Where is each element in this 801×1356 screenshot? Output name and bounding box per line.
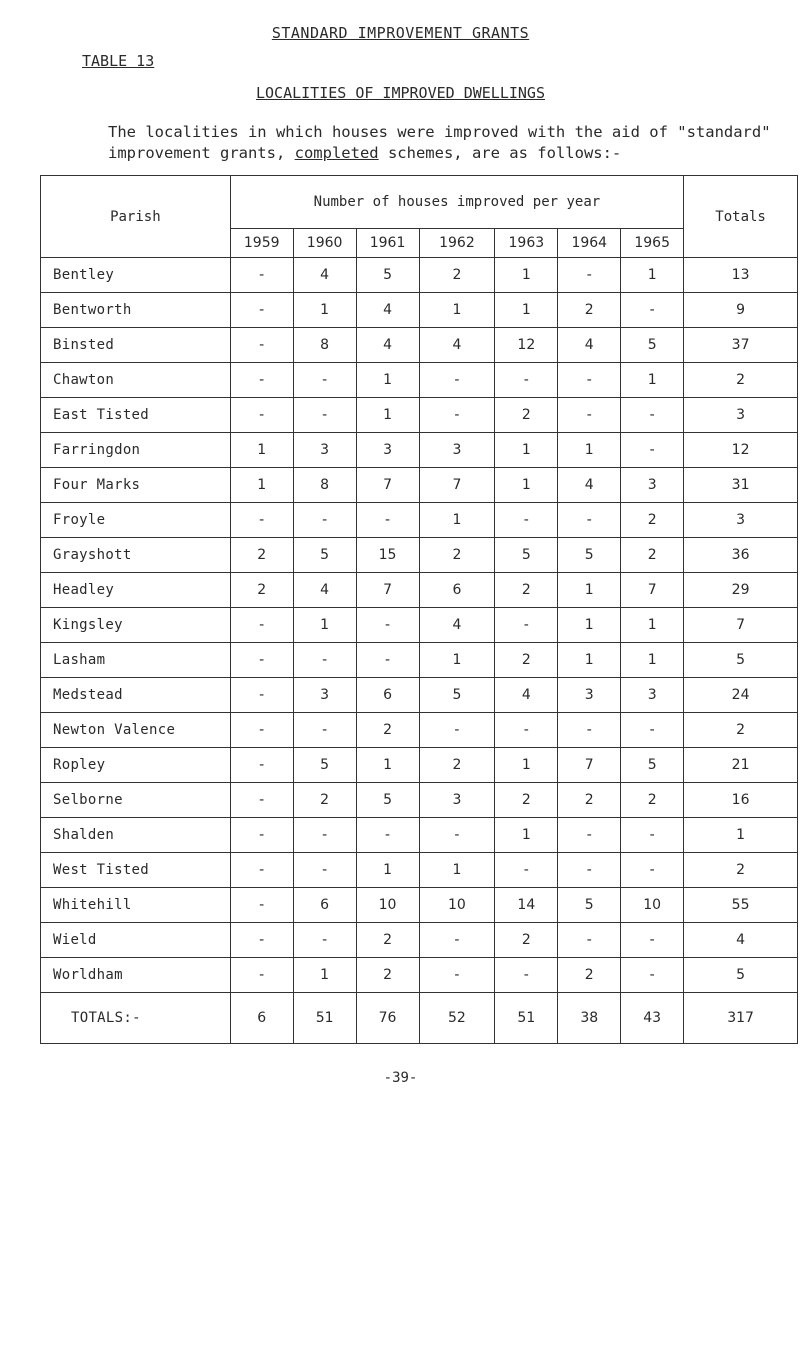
parish-name-cell: Newton Valence [41,713,231,748]
year-value-cell: 4 [495,678,558,713]
year-value-cell: - [558,363,621,398]
row-total-cell: 12 [684,433,798,468]
parish-name-cell: West Tisted [41,853,231,888]
table-row [41,923,798,958]
table-row [41,958,798,993]
year-value-cell: 4 [293,573,356,608]
year-value-cell: 4 [419,328,495,363]
year-total-cell: 76 [356,993,419,1044]
year-total-cell: 51 [293,993,356,1044]
row-total-cell: 36 [684,538,798,573]
year-value-cell: 2 [293,783,356,818]
table-row [41,293,798,328]
row-total-cell: 7 [684,608,798,643]
parish-name-cell: East Tisted [41,398,231,433]
year-value-cell: 5 [419,678,495,713]
year-value-cell: - [230,363,293,398]
year-header: 1961 [356,229,419,258]
year-value-cell: - [356,818,419,853]
table-row [41,468,798,503]
year-value-cell: 10 [419,888,495,923]
year-value-cell: 4 [558,328,621,363]
table-row [41,678,798,713]
year-value-cell: 1 [230,433,293,468]
year-value-cell: 7 [356,468,419,503]
year-value-cell: - [495,608,558,643]
year-value-cell: 2 [230,538,293,573]
year-value-cell: 2 [621,538,684,573]
row-total-cell: 24 [684,678,798,713]
year-value-cell: 3 [621,678,684,713]
year-value-cell: 1 [495,293,558,328]
table-row [41,783,798,818]
year-value-cell: - [558,923,621,958]
year-value-cell: 2 [419,748,495,783]
year-value-cell: - [558,258,621,293]
year-value-cell: - [293,853,356,888]
year-value-cell: 12 [495,328,558,363]
year-header: 1962 [419,229,495,258]
year-value-cell: - [293,818,356,853]
row-total-cell: 29 [684,573,798,608]
year-value-cell: - [419,923,495,958]
year-value-cell: 2 [621,783,684,818]
row-total-cell: 21 [684,748,798,783]
year-value-cell: 1 [293,958,356,993]
intro-text-part1: The localities in which houses were improved with the aid of "standard" improvement grants, [108,123,771,162]
parish-name-cell: Froyle [41,503,231,538]
year-value-cell: 1 [356,398,419,433]
year-value-cell: - [230,853,293,888]
header-parish: Parish [41,176,231,258]
year-value-cell: - [230,713,293,748]
year-value-cell: - [230,678,293,713]
year-value-cell: 1 [293,293,356,328]
year-value-cell: - [621,958,684,993]
row-total-cell: 13 [684,258,798,293]
year-value-cell: 1 [419,853,495,888]
table-row [41,363,798,398]
year-value-cell: 1 [621,363,684,398]
year-value-cell: - [419,398,495,433]
year-value-cell: 2 [558,293,621,328]
year-value-cell: 2 [558,783,621,818]
year-value-cell: 1 [495,433,558,468]
year-value-cell: - [230,398,293,433]
year-value-cell: 6 [356,678,419,713]
year-value-cell: - [230,643,293,678]
table-row [41,503,798,538]
grand-total-cell: 317 [684,993,798,1044]
parish-name-cell: Bentley [41,258,231,293]
parish-name-cell: Bentworth [41,293,231,328]
parish-name-cell: Four Marks [41,468,231,503]
year-value-cell: 8 [293,468,356,503]
year-value-cell: - [558,853,621,888]
parish-name-cell: Chawton [41,363,231,398]
year-value-cell: 5 [356,783,419,818]
year-value-cell: 5 [621,328,684,363]
year-value-cell: 2 [495,398,558,433]
table-row [41,853,798,888]
year-value-cell: 1 [558,433,621,468]
table-row [41,398,798,433]
table-body [41,258,798,1044]
year-value-cell: 3 [621,468,684,503]
intro-text-part2: schemes, are as follows:- [378,144,622,162]
year-value-cell: - [356,643,419,678]
year-value-cell: 2 [558,958,621,993]
year-value-cell: 1 [356,853,419,888]
year-value-cell: - [419,363,495,398]
year-value-cell: 3 [419,783,495,818]
year-value-cell: - [230,888,293,923]
table-row [41,573,798,608]
row-total-cell: 1 [684,818,798,853]
year-value-cell: - [495,503,558,538]
year-value-cell: - [230,503,293,538]
year-value-cell: 4 [293,258,356,293]
year-value-cell: 2 [356,713,419,748]
year-value-cell: - [356,503,419,538]
year-value-cell: - [356,608,419,643]
year-value-cell: 2 [356,923,419,958]
page-number: -39- [383,1070,418,1086]
year-value-cell: - [293,363,356,398]
year-value-cell: 3 [558,678,621,713]
year-value-cell: 2 [495,643,558,678]
year-value-cell: - [230,783,293,818]
year-value-cell: 1 [419,643,495,678]
year-total-cell: 52 [419,993,495,1044]
parish-name-cell: Grayshott [41,538,231,573]
year-value-cell: 10 [356,888,419,923]
year-value-cell: 1 [419,293,495,328]
year-value-cell: - [293,503,356,538]
page-title: STANDARD IMPROVEMENT GRANTS [271,24,530,42]
year-value-cell: 3 [419,433,495,468]
year-value-cell: 2 [495,573,558,608]
table-row [41,643,798,678]
year-value-cell: 3 [293,433,356,468]
row-total-cell: 37 [684,328,798,363]
year-value-cell: 7 [356,573,419,608]
year-value-cell: - [230,293,293,328]
year-value-cell: 1 [356,748,419,783]
year-value-cell: 1 [495,748,558,783]
year-value-cell: - [230,258,293,293]
year-value-cell: - [230,608,293,643]
year-value-cell: - [495,958,558,993]
year-total-cell: 6 [230,993,293,1044]
row-total-cell: 9 [684,293,798,328]
year-total-cell: 51 [495,993,558,1044]
parish-name-cell: Farringdon [41,433,231,468]
year-value-cell: 4 [356,328,419,363]
year-value-cell: 7 [621,573,684,608]
parish-name-cell: Medstead [41,678,231,713]
parish-name-cell: Selborne [41,783,231,818]
table-row [41,888,798,923]
localities-table [40,175,798,1044]
year-header: 1960 [293,229,356,258]
year-value-cell: 1 [495,258,558,293]
year-value-cell: - [621,713,684,748]
row-total-cell: 2 [684,853,798,888]
year-value-cell: 15 [356,538,419,573]
year-value-cell: - [419,713,495,748]
year-value-cell: - [621,923,684,958]
year-value-cell: 1 [621,608,684,643]
year-value-cell: 1 [621,258,684,293]
table-row [41,538,798,573]
year-value-cell: 1 [558,643,621,678]
year-value-cell: - [558,398,621,433]
header-totals: Totals [684,176,798,258]
year-header: 1964 [558,229,621,258]
year-value-cell: 2 [495,783,558,818]
table-row [41,713,798,748]
parish-name-cell: Kingsley [41,608,231,643]
year-value-cell: 3 [293,678,356,713]
year-value-cell: 2 [495,923,558,958]
year-value-cell: 4 [356,293,419,328]
year-value-cell: 1 [558,608,621,643]
year-value-cell: - [621,818,684,853]
parish-name-cell: Binsted [41,328,231,363]
row-total-cell: 31 [684,468,798,503]
year-value-cell: 1 [419,503,495,538]
table-row [41,608,798,643]
year-value-cell: - [419,818,495,853]
year-value-cell: 4 [419,608,495,643]
year-value-cell: - [558,503,621,538]
row-total-cell: 2 [684,363,798,398]
year-value-cell: - [495,363,558,398]
totals-label: TOTALS:- [41,993,231,1044]
year-value-cell: 2 [419,258,495,293]
year-value-cell: 1 [558,573,621,608]
table-row [41,258,798,293]
intro-paragraph [108,122,788,164]
parish-name-cell: Whitehill [41,888,231,923]
year-value-cell: 2 [621,503,684,538]
year-value-cell: - [230,923,293,958]
year-value-cell: 14 [495,888,558,923]
year-value-cell: - [558,713,621,748]
year-value-cell: 5 [558,538,621,573]
table-row [41,748,798,783]
parish-name-cell: Worldham [41,958,231,993]
table-row [41,328,798,363]
year-value-cell: 6 [293,888,356,923]
year-value-cell: 1 [495,818,558,853]
totals-row [41,993,798,1044]
year-value-cell: 5 [293,748,356,783]
table-label: TABLE 13 [82,52,155,70]
year-value-cell: 6 [419,573,495,608]
year-value-cell: 1 [621,643,684,678]
year-value-cell: - [293,643,356,678]
parish-name-cell: Shalden [41,818,231,853]
year-value-cell: 5 [621,748,684,783]
parish-name-cell: Headley [41,573,231,608]
year-value-cell: - [621,398,684,433]
row-total-cell: 5 [684,958,798,993]
row-total-cell: 4 [684,923,798,958]
year-header: 1965 [621,229,684,258]
table-row [41,433,798,468]
year-value-cell: - [230,958,293,993]
header-number-of-houses: Number of houses improved per year [230,176,683,229]
year-value-cell: - [558,818,621,853]
year-value-cell: 5 [293,538,356,573]
year-value-cell: - [230,818,293,853]
year-value-cell: 5 [495,538,558,573]
row-total-cell: 2 [684,713,798,748]
year-value-cell: - [293,923,356,958]
year-value-cell: 10 [621,888,684,923]
year-value-cell: - [621,853,684,888]
parish-name-cell: Lasham [41,643,231,678]
year-header: 1963 [495,229,558,258]
year-header: 1959 [230,229,293,258]
year-value-cell: 1 [230,468,293,503]
year-value-cell: - [293,398,356,433]
year-total-cell: 38 [558,993,621,1044]
year-value-cell: - [419,958,495,993]
year-value-cell: - [621,293,684,328]
year-value-cell: 1 [495,468,558,503]
year-total-cell: 43 [621,993,684,1044]
intro-text-underlined: completed [294,144,379,162]
year-value-cell: 7 [558,748,621,783]
year-value-cell: 3 [356,433,419,468]
year-value-cell: - [230,328,293,363]
table-row [41,818,798,853]
year-value-cell: 7 [419,468,495,503]
year-value-cell: 8 [293,328,356,363]
row-total-cell: 16 [684,783,798,818]
year-value-cell: 2 [419,538,495,573]
year-value-cell: 1 [293,608,356,643]
row-total-cell: 3 [684,503,798,538]
year-value-cell: 1 [356,363,419,398]
table-subtitle: LOCALITIES OF IMPROVED DWELLINGS [256,84,545,102]
year-value-cell: - [230,748,293,783]
year-value-cell: 5 [558,888,621,923]
year-value-cell: - [621,433,684,468]
row-total-cell: 5 [684,643,798,678]
year-value-cell: - [495,713,558,748]
year-value-cell: 2 [230,573,293,608]
row-total-cell: 3 [684,398,798,433]
year-value-cell: 5 [356,258,419,293]
year-value-cell: 2 [356,958,419,993]
parish-name-cell: Ropley [41,748,231,783]
year-value-cell: 4 [558,468,621,503]
year-value-cell: - [293,713,356,748]
parish-name-cell: Wield [41,923,231,958]
row-total-cell: 55 [684,888,798,923]
year-value-cell: - [495,853,558,888]
